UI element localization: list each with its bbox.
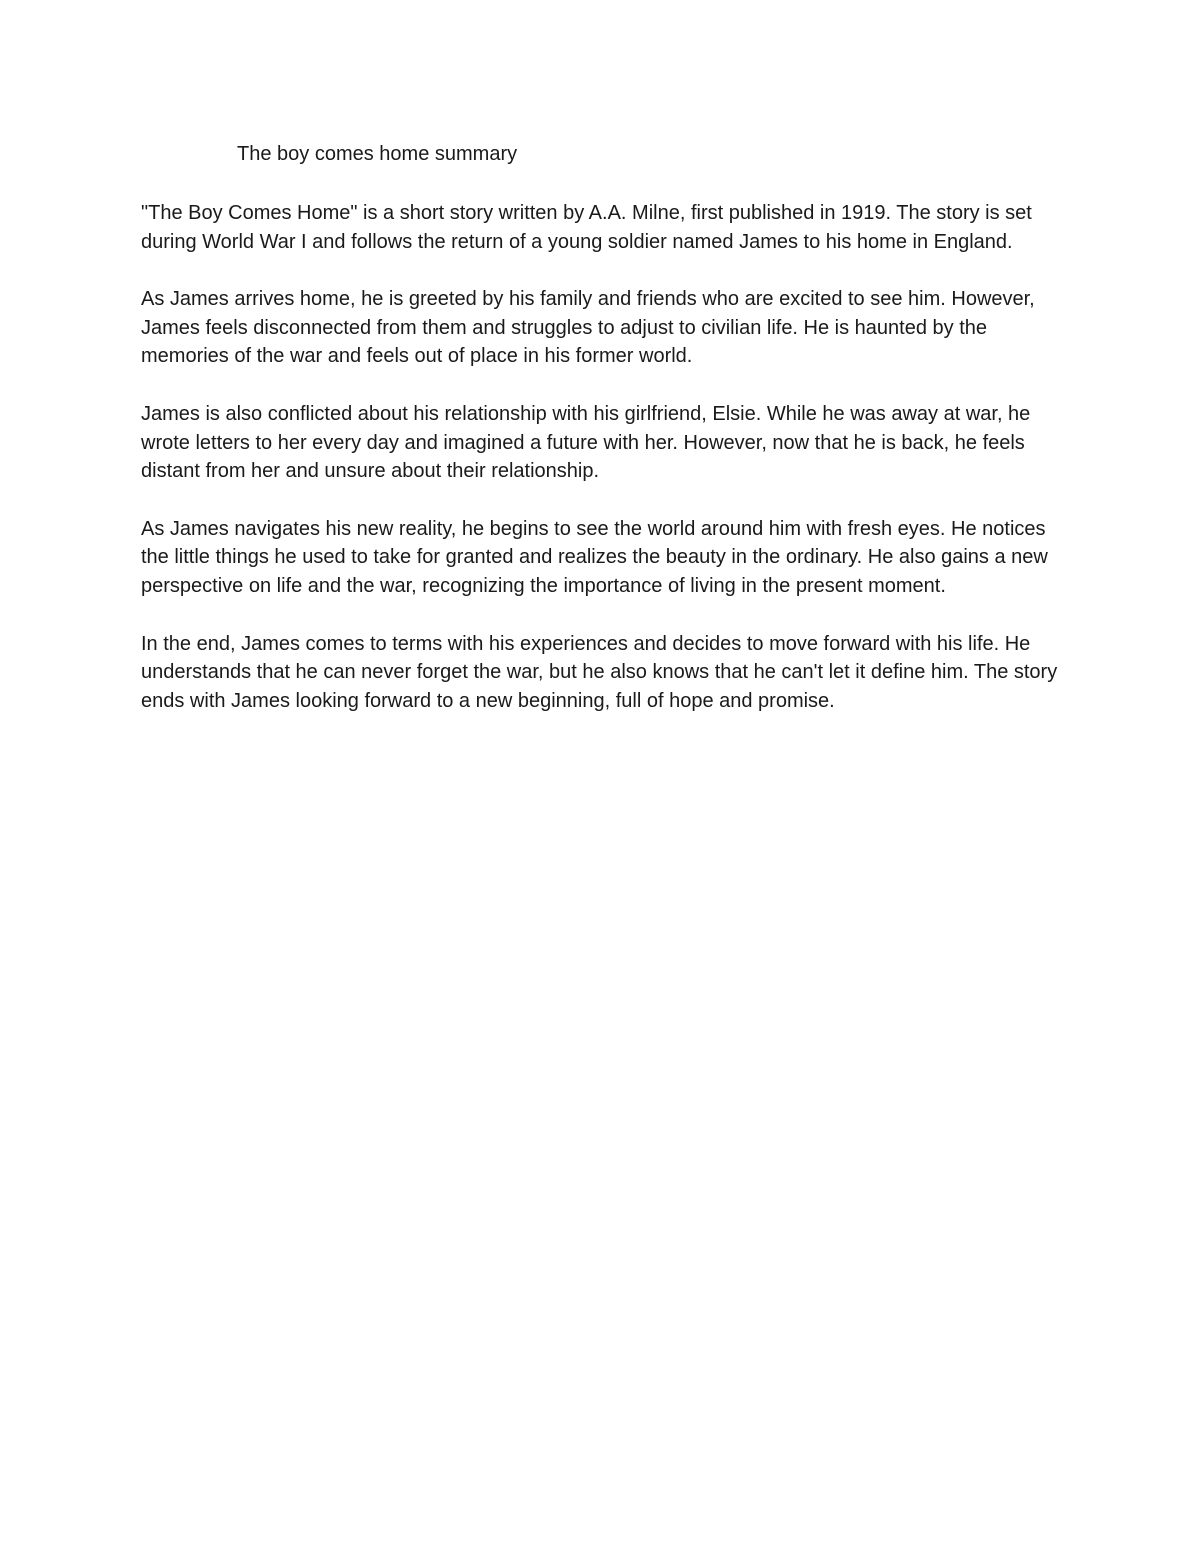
paragraph-5: In the end, James comes to terms with his experiences and decides to move forward with his life. He understands that he can never forget the war, but he also knows that he can't let it define him. The story ends with James looking forward to a new beginning, full of hope and promise.	[141, 632, 1058, 712]
document-body	[141, 199, 1061, 744]
paragraph-2: As James arrives home, he is greeted by his family and friends who are excited to see him. However, James feels disconnected from them and struggles to adjust to civilian life. He is haunted by the memories of the war and feels out of place in his former world.	[141, 288, 1035, 368]
paragraph-4: As James navigates his new reality, he begins to see the world around him with fresh eyes. He notices the little things he used to take for granted and realizes the beauty in the ordinary. He also gains a new perspective on life and the war, recognizing the importance of living in the present moment.	[141, 517, 1048, 597]
paragraph-3: James is also conflicted about his relationship with his girlfriend, Elsie. While he was away at war, he wrote letters to her every day and imagined a future with her. However, now that he is back, he feels distant from her and unsure about their relationship.	[141, 402, 1031, 483]
document-title: The boy comes home summary	[237, 143, 518, 165]
paragraph-1: "The Boy Comes Home" is a short story written by A.A. Milne, first published in 1919. The story is set during World War I and follows the return of a young soldier named James to his home in England.	[141, 202, 1032, 253]
